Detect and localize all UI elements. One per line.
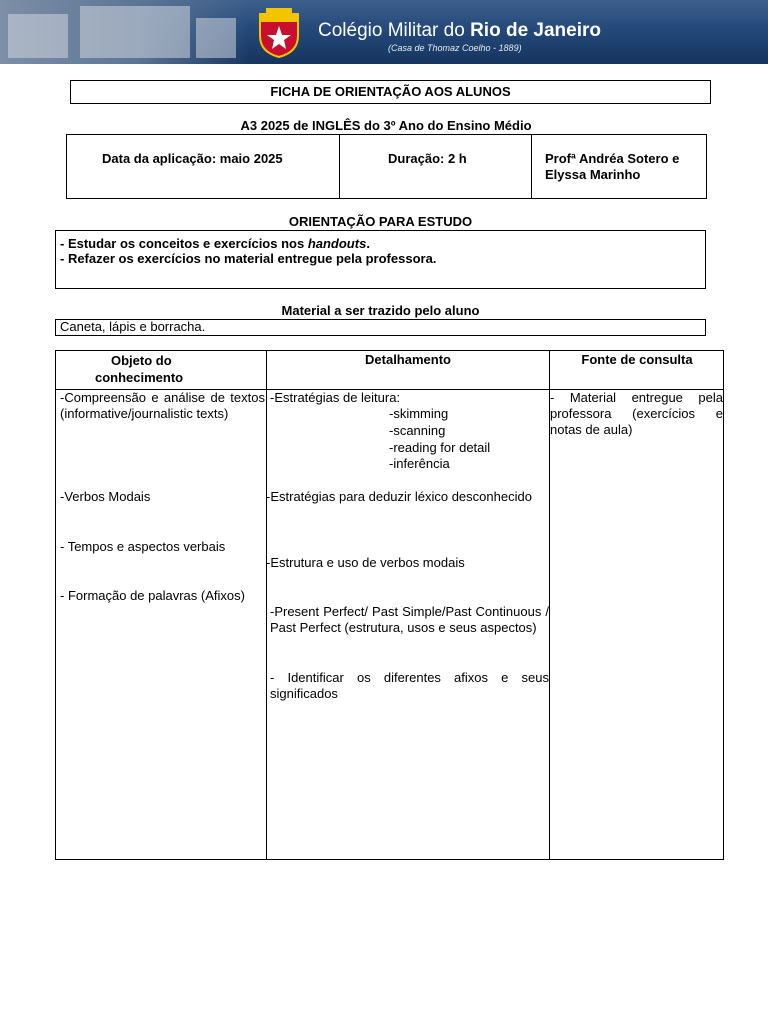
- table-cell: -scanning: [389, 423, 446, 438]
- table-cell: - Identificar os diferentes afixos e seus significados: [270, 670, 549, 701]
- table-divider: [266, 350, 267, 860]
- table-cell: -Compreensão e análise de textos (informative/journalistic texts): [60, 390, 265, 421]
- table-cell: - Formação de palavras (Afixos): [60, 588, 245, 603]
- duration-label: Duração: 2 h: [388, 151, 467, 166]
- study-item: - Refazer os exercícios no material entregue pela professora.: [60, 251, 437, 266]
- header-col3: Fonte de consulta: [581, 352, 693, 367]
- table-cell: -Estrutura e uso de verbos modais: [266, 555, 465, 570]
- teachers-line1: Profª Andréa Sotero e: [545, 151, 680, 166]
- study-item: - Estudar os conceitos e exercícios nos handouts.: [60, 236, 370, 251]
- info-divider: [531, 134, 532, 199]
- building-shape: [196, 18, 236, 58]
- table-cell: -Present Perfect/ Past Simple/Past Continuous / Past Perfect (estrutura, usos e seus aspectos): [270, 604, 549, 635]
- header-col2: Detalhamento: [365, 352, 451, 367]
- table-cell: -reading for detail: [389, 440, 491, 455]
- doc-title: FICHA DE ORIENTAÇÃO AOS ALUNOS: [270, 84, 511, 99]
- header-col1: conhecimento: [95, 370, 184, 385]
- school-name: Colégio Militar do Rio de Janeiro: [318, 20, 601, 41]
- exam-title: A3 2025 de INGLÊS do 3º Ano do Ensino Médio: [240, 118, 532, 133]
- study-heading: ORIENTAÇÃO PARA ESTUDO: [288, 214, 473, 229]
- school-subtitle: (Casa de Thomaz Coelho - 1889): [388, 43, 522, 53]
- table-cell: -Estratégias de leitura:: [270, 390, 401, 405]
- material-heading: Material a ser trazido pelo aluno: [281, 303, 480, 318]
- date-label: Data da aplicação: maio 2025: [102, 151, 283, 166]
- school-crest-icon: [256, 8, 302, 58]
- header-col1: Objeto do: [111, 353, 172, 368]
- table-cell: -Estratégias para deduzir léxico desconhecido: [266, 489, 532, 504]
- building-shape: [8, 14, 68, 58]
- info-divider: [339, 134, 340, 199]
- teachers-line2: Elyssa Marinho: [545, 167, 641, 182]
- table-cell: -skimming: [389, 406, 449, 421]
- table-cell: - Material entregue pela professora (exercícios e notas de aula): [550, 390, 723, 437]
- building-shape: [80, 6, 190, 58]
- table-cell: -inferência: [389, 456, 450, 471]
- table-cell: - Tempos e aspectos verbais: [60, 539, 226, 554]
- table-cell: -Verbos Modais: [60, 489, 151, 504]
- material-text: Caneta, lápis e borracha.: [60, 319, 206, 334]
- header-banner: [0, 0, 768, 64]
